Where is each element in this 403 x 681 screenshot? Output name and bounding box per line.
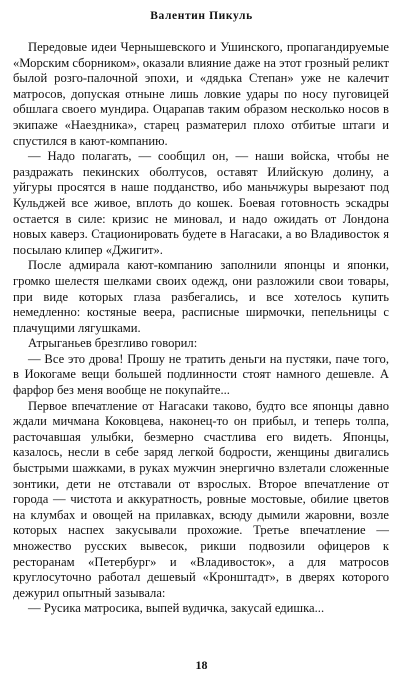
body-text — [13, 40, 389, 617]
paragraph: — Русика матросика, выпей вудичка, закусай едишка... — [28, 601, 325, 616]
paragraph: Передовые идеи Чернышевского и Ушинского, пропагандируемые «Морским сборником», оказали влияние даже на этот грозный реликт былой розго-палочной эпохи, и «дядька Степан» уже не калечит матросов, допуская отныне лишь ловкие удары по носу пуговицей обшлага своего мундира. Оцарапав таким образом несколько носов в экипаже «Наездника», старец разматерил плохо отбитые штаги и спустился в кают-компанию. — [13, 40, 389, 148]
paragraph: Первое впечатление от Нагасаки таково, будто все японцы давно ждали мичмана Коковцева, наконец-то он прибыл, и теперь толпа, расточавшая улыбки, безмерно счастлива его видеть. Японцы, казалось, несли в себе заряд легкой бодрости, женщины двигались быстрыми шажками, в руках мужчин энергично взлетали сложенные зонтики, дети не отставали от взрослых. Второе впечатление от города — чистота и аккуратность, ровные мостовые, обилие цветов на клумбах и овощей на прилавках, всюду дымили жаровни, возле которых наспех закусывали прохожие. Третье впечатление — множество русских вывесок, рикши подвозили офицеров к ресторанам «Петербург» и «Владивосток», а для матросов круглосуточно работал дешевый «Кронштадт», в дверях которого дежурил опытный зазывала: — [13, 398, 389, 600]
paragraph: Атрыганьев брезгливо говорил: — [28, 336, 198, 351]
paragraph: — Все это дрова! Прошу не тратить деньги на пустяки, паче того, в Иокогаме вещи большей подлинности стоят намного дешевле. А фарфор без меня вообще не покупайте... — [13, 351, 389, 398]
paragraph: — Надо полагать, — сообщил он, — наши войска, чтобы не раздражать пекинских оболтусов, оставят Илийскую долину, а уйгуры просятся в наше подданство, ибо маньчжуры вырезают под Кульджей все живое, вплоть до кошек. Боевая готовность эскадры остается в силе: кризис не миновал, и надо ожидать от Лондона новых каверз. Стационировать будете в Нагасаки, а во Владивосток я посылаю клипер «Джигит». — [13, 149, 389, 257]
paragraph: После адмирала кают-компанию заполнили японцы и японки, громко шелестя шелками своих одежд, они разложили свои товары, при виде которых глаза разбегались, и все хотелось купить немедленно: костяные веера, расписные ширмочки, пепельницы с плачущими лягушками. — [13, 258, 389, 335]
page-number: 18 — [195, 658, 208, 672]
running-head: Валентин Пикуль — [150, 10, 253, 22]
